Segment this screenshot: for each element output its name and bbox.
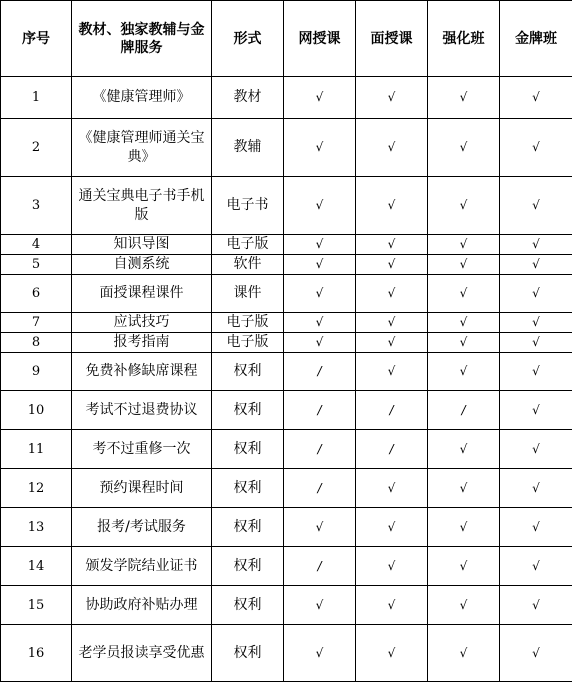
form-type: 权利 [212,353,284,391]
online-course-mark: / [284,353,356,391]
item-name: 通关宝典电子书手机版 [72,177,212,235]
row-number: 2 [1,119,72,177]
form-type: 权利 [212,547,284,586]
table-row [1,353,572,391]
item-name: 颁发学院结业证书 [72,547,212,586]
online-course-mark: √ [284,119,356,177]
online-course-mark: / [284,391,356,430]
item-name: 《健康管理师》 [72,77,212,119]
table-row [1,625,572,682]
item-name: 面授课程课件 [72,275,212,313]
online-course-mark: / [284,430,356,469]
intensive-class-mark: √ [428,353,500,391]
intensive-class-mark: √ [428,625,500,682]
table-row [1,77,572,119]
intensive-class-mark: √ [428,313,500,333]
table-row [1,119,572,177]
intensive-class-mark: √ [428,547,500,586]
header-in-person-course: 面授课 [356,1,428,77]
item-name: 《健康管理师通关宝典》 [72,119,212,177]
gold-class-mark: √ [500,625,572,682]
form-type: 权利 [212,391,284,430]
gold-class-mark: √ [500,313,572,333]
item-name: 报考/考试服务 [72,508,212,547]
intensive-class-mark: √ [428,119,500,177]
table-row [1,255,572,275]
table-row [1,430,572,469]
item-name: 免费补修缺席课程 [72,353,212,391]
row-number: 7 [1,313,72,333]
online-course-mark: √ [284,235,356,255]
in-person-course-mark: / [356,391,428,430]
item-name: 老学员报读享受优惠 [72,625,212,682]
table-row [1,235,572,255]
form-type: 权利 [212,625,284,682]
gold-class-mark: √ [500,430,572,469]
header-item: 教材、独家教辅与金牌服务 [72,1,212,77]
row-number: 11 [1,430,72,469]
online-course-mark: √ [284,333,356,353]
in-person-course-mark: √ [356,508,428,547]
header-gold-class: 金牌班 [500,1,572,77]
row-number: 3 [1,177,72,235]
gold-class-mark: √ [500,508,572,547]
intensive-class-mark: √ [428,77,500,119]
in-person-course-mark: √ [356,625,428,682]
item-name: 自测系统 [72,255,212,275]
item-name: 考试不过退费协议 [72,391,212,430]
intensive-class-mark: / [428,391,500,430]
gold-class-mark: √ [500,77,572,119]
gold-class-mark: √ [500,586,572,625]
form-type: 教辅 [212,119,284,177]
row-number: 12 [1,469,72,508]
gold-class-mark: √ [500,235,572,255]
intensive-class-mark: √ [428,255,500,275]
row-number: 13 [1,508,72,547]
item-name: 预约课程时间 [72,469,212,508]
form-type: 电子版 [212,313,284,333]
intensive-class-mark: √ [428,235,500,255]
online-course-mark: √ [284,275,356,313]
form-type: 权利 [212,508,284,547]
form-type: 权利 [212,586,284,625]
intensive-class-mark: √ [428,333,500,353]
gold-class-mark: √ [500,177,572,235]
header-no: 序号 [1,1,72,77]
form-type: 权利 [212,430,284,469]
gold-class-mark: √ [500,275,572,313]
item-name: 协助政府补贴办理 [72,586,212,625]
online-course-mark: / [284,547,356,586]
online-course-mark: √ [284,586,356,625]
header-online-course: 网授课 [284,1,356,77]
header-form: 形式 [212,1,284,77]
form-type: 软件 [212,255,284,275]
online-course-mark: / [284,469,356,508]
online-course-mark: √ [284,177,356,235]
row-number: 16 [1,625,72,682]
in-person-course-mark: √ [356,235,428,255]
in-person-course-mark: √ [356,313,428,333]
table-row [1,177,572,235]
in-person-course-mark: √ [356,586,428,625]
intensive-class-mark: √ [428,586,500,625]
table-row [1,508,572,547]
in-person-course-mark: √ [356,255,428,275]
row-number: 14 [1,547,72,586]
in-person-course-mark: / [356,430,428,469]
row-number: 6 [1,275,72,313]
header-intensive-class: 强化班 [428,1,500,77]
header-row [1,1,572,77]
gold-class-mark: √ [500,255,572,275]
form-type: 电子版 [212,235,284,255]
table-row [1,391,572,430]
in-person-course-mark: √ [356,275,428,313]
table-row [1,333,572,353]
table-row [1,275,572,313]
row-number: 4 [1,235,72,255]
online-course-mark: √ [284,255,356,275]
row-number: 10 [1,391,72,430]
item-name: 考不过重修一次 [72,430,212,469]
in-person-course-mark: √ [356,333,428,353]
row-number: 5 [1,255,72,275]
gold-class-mark: √ [500,353,572,391]
in-person-course-mark: √ [356,547,428,586]
form-type: 课件 [212,275,284,313]
item-name: 报考指南 [72,333,212,353]
table-row [1,313,572,333]
row-number: 1 [1,77,72,119]
in-person-course-mark: √ [356,119,428,177]
item-name: 应试技巧 [72,313,212,333]
form-type: 电子书 [212,177,284,235]
form-type: 权利 [212,469,284,508]
online-course-mark: √ [284,77,356,119]
in-person-course-mark: √ [356,353,428,391]
intensive-class-mark: √ [428,275,500,313]
gold-class-mark: √ [500,119,572,177]
online-course-mark: √ [284,508,356,547]
form-type: 电子版 [212,333,284,353]
row-number: 8 [1,333,72,353]
intensive-class-mark: √ [428,469,500,508]
gold-class-mark: √ [500,469,572,508]
in-person-course-mark: √ [356,469,428,508]
row-number: 15 [1,586,72,625]
item-name: 知识导图 [72,235,212,255]
gold-class-mark: √ [500,333,572,353]
gold-class-mark: √ [500,547,572,586]
intensive-class-mark: √ [428,177,500,235]
online-course-mark: √ [284,625,356,682]
gold-class-mark: √ [500,391,572,430]
row-number: 9 [1,353,72,391]
table-row [1,469,572,508]
form-type: 教材 [212,77,284,119]
in-person-course-mark: √ [356,177,428,235]
intensive-class-mark: √ [428,430,500,469]
intensive-class-mark: √ [428,508,500,547]
in-person-course-mark: √ [356,77,428,119]
online-course-mark: √ [284,313,356,333]
table-row [1,547,572,586]
table-row [1,586,572,625]
